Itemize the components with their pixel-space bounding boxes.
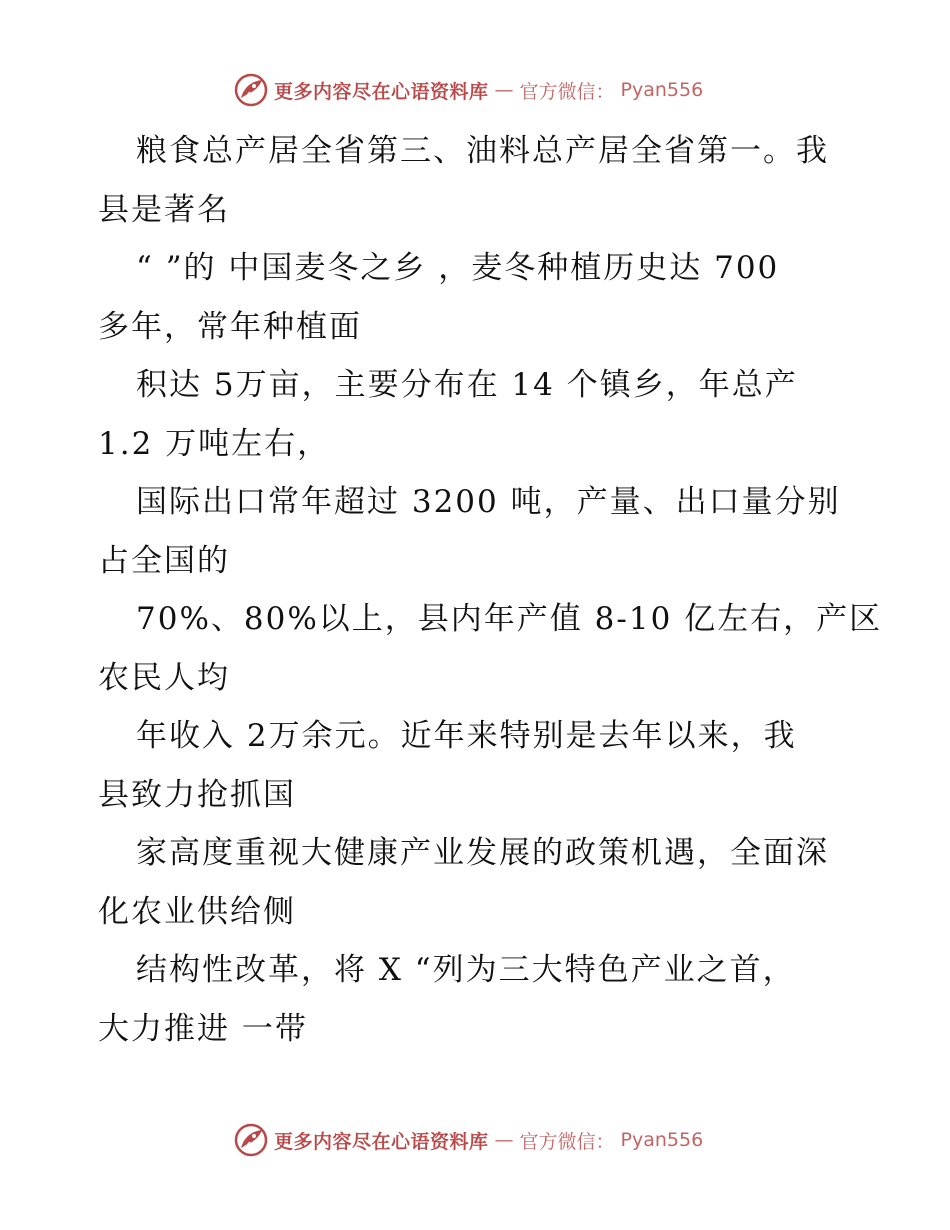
text-line: 化农业供给侧 <box>98 893 296 930</box>
text-line: 70%、80%以上，县内年产值 8-10 亿左右，产区 <box>136 601 883 637</box>
watermark-footer <box>234 1122 703 1158</box>
text-line: 家高度重视大健康产业发展的政策机遇，全面深 <box>136 835 829 871</box>
watermark-brand: 更多内容尽在心语资料库 <box>274 1130 489 1153</box>
watermark-wechat-id: Pyan556 <box>620 79 704 101</box>
text-line: 年收入 2万余元。近年来特别是去年以来，我 <box>136 718 797 754</box>
watermark-header <box>234 72 703 108</box>
text-line: 农民人均 <box>98 659 230 696</box>
text-line: 县致力抢抓国 <box>98 776 296 813</box>
text-line: 粮食总产居全省第三、油料总产居全省第一。我 <box>136 133 829 169</box>
text-line: 国际出口常年超过 3200 吨，产量、出口量分别 <box>136 484 841 520</box>
pen-nib-logo-icon <box>234 73 268 107</box>
watermark-label: 官方微信： <box>519 80 615 103</box>
text-line: 大力推进 一带 <box>98 1010 308 1047</box>
watermark-separator: — <box>494 1129 514 1151</box>
text-line: “ ”的 中国麦冬之乡 ，麦冬种植历史达 700 <box>136 250 780 286</box>
watermark-separator: — <box>494 79 514 101</box>
text-line: 县是著名 <box>98 191 230 228</box>
body-text <box>98 122 883 1058</box>
watermark-wechat-id: Pyan556 <box>620 1129 704 1151</box>
watermark-label: 官方微信： <box>519 1130 615 1153</box>
text-line: 积达 5万亩，主要分布在 14 个镇乡，年总产 <box>136 367 798 403</box>
pen-nib-logo-icon <box>234 1123 268 1157</box>
text-line: 1.2 万吨左右， <box>98 425 331 462</box>
watermark-brand: 更多内容尽在心语资料库 <box>274 80 489 103</box>
text-line: 结构性改革，将 X “列为三大特色产业之首， <box>136 952 796 988</box>
text-line: 多年，常年种植面 <box>98 308 362 345</box>
text-line: 占全国的 <box>98 542 230 579</box>
